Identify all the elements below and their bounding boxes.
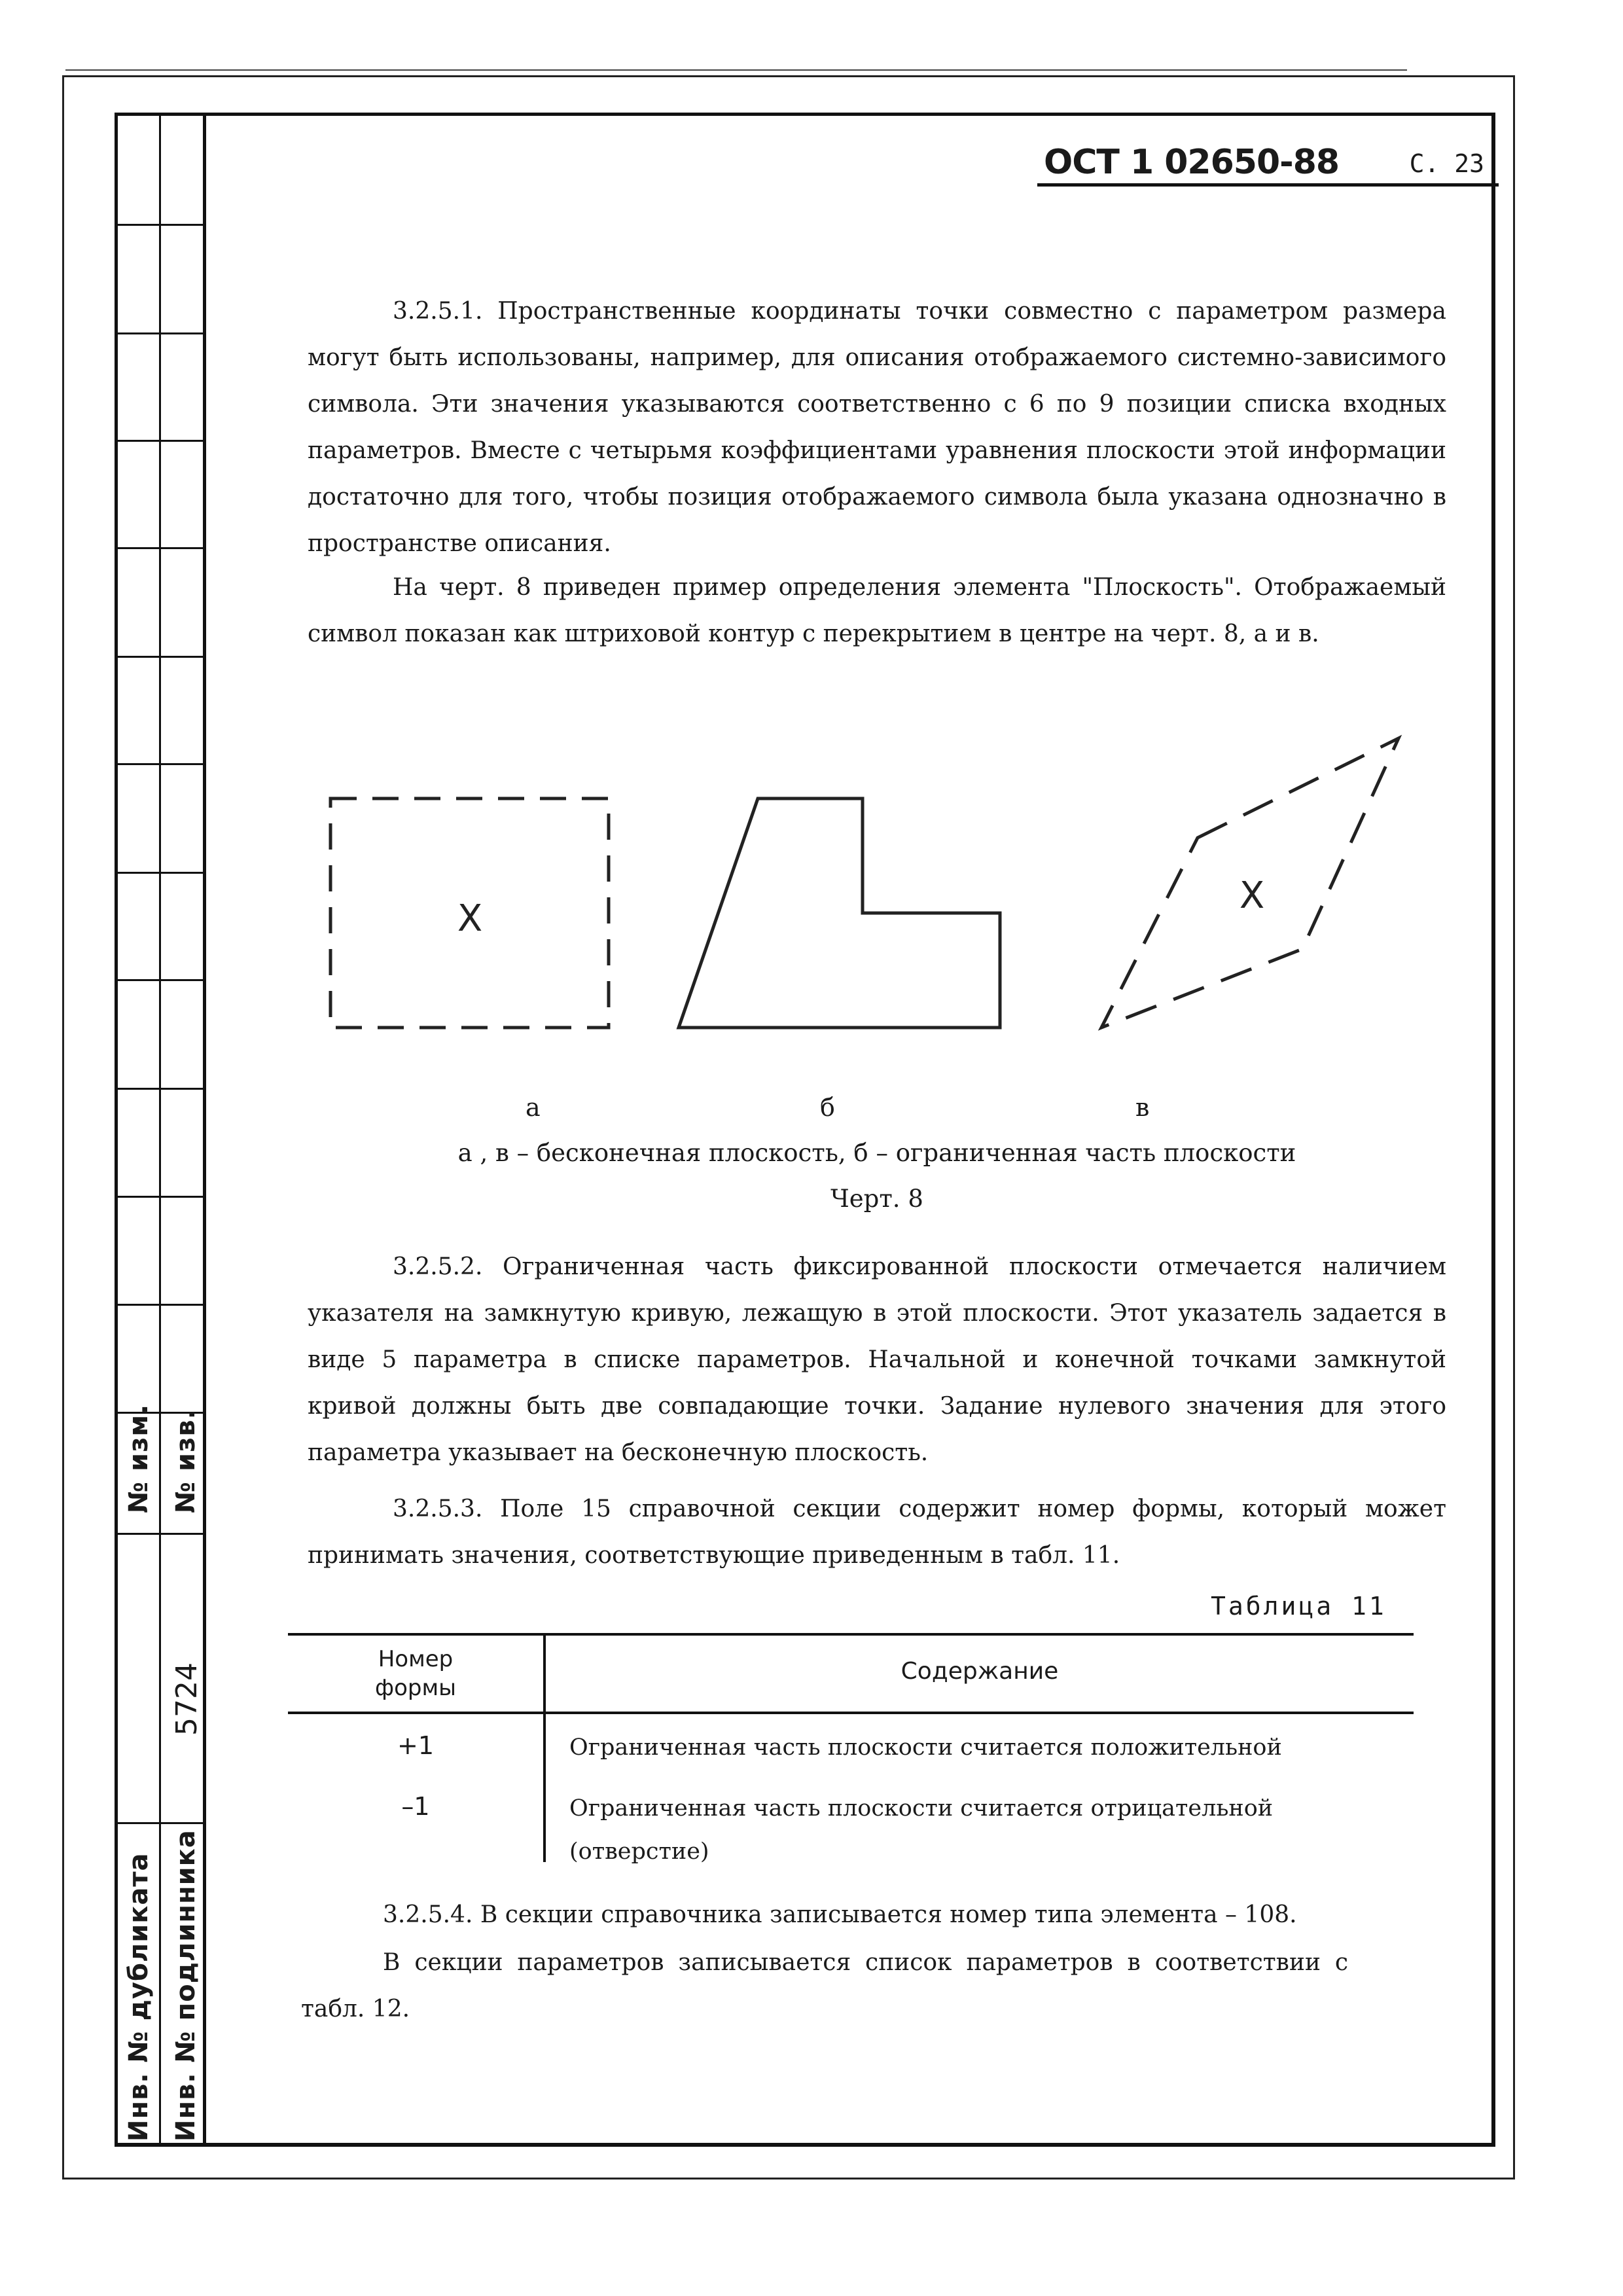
stamp-row-line: [115, 979, 206, 981]
paragraph-3-2-5-1: 3.2.5.1. Пространственные координаты точки совместно с параметром размера могут быть использованы, например, для описания отображаемого системно-зависимого символа. Эти значения указываются соответственно с 6 по 9 позиции списка входных параметров. Вместе с четырьмя коэффициентами уравнения плоскости этой информации достаточно для того, чтобы позиция отображаемого символа была указана однозначно в пространстве описания.: [308, 298, 1446, 557]
izm-label: № изм.: [124, 1403, 154, 1513]
inv-podl-label: Инв. № подлинника: [171, 1829, 201, 2142]
table-header-form-number: Номер формы: [375, 1646, 456, 1701]
table-11: [288, 1633, 1414, 1865]
table-header-rule: [288, 1712, 1414, 1714]
inv-number: 5724: [170, 1662, 204, 1736]
center-mark-a: X: [457, 897, 483, 940]
figure-label-b: б: [820, 1093, 835, 1122]
center-mark-v: X: [1239, 874, 1265, 917]
table-top-rule: [288, 1633, 1414, 1636]
paragraph-3-2-5-2: 3.2.5.2. Ограниченная часть фиксированной плоскости отмечается наличием указателя на замкнутую кривую, лежащую в этой плоскости. Этот указатель задается в виде 5 параметра в списке параметров. Начальной и конечной точками замкнутой кривой должны быть две совпадающие точки. Задание нулевого значения для этого параметра указывает на бесконечную плоскость.: [308, 1253, 1446, 1466]
stamp-row-line: [115, 1533, 206, 1535]
stamp-divider: [159, 113, 161, 2147]
stamp-row-line: [115, 1196, 206, 1198]
stamp-row-line: [115, 763, 206, 765]
izv-label: № изв.: [171, 1408, 201, 1513]
table-cell-num: +1: [397, 1731, 435, 1760]
paragraph-fig-intro: На черт. 8 приведен пример определения элемента "Плоскость". Отображаемый символ показан как штриховой контур с перекрытием в центре на черт. 8, а и в.: [308, 574, 1446, 647]
doc-code: ОСТ 1 02650-88: [1044, 143, 1340, 182]
figure-8: [308, 726, 1446, 1054]
table-cell-text: Ограниченная часть плоскости считается положительной: [569, 1734, 1282, 1761]
figure-title: Черт. 8: [830, 1185, 923, 1213]
figure-caption: а , в – бесконечная плоскость, б – ограниченная часть плоскости: [457, 1139, 1296, 1167]
paragraph-3-2-5-3: 3.2.5.3. Поле 15 справочной секции содержит номер формы, который может принимать значения, соответствующие приведенным в табл. 11.: [308, 1496, 1446, 1569]
inv-dubl-label: Инв. № дубликата: [124, 1852, 154, 2142]
page-edge-line: [65, 69, 1407, 71]
bounded-plane-b: [679, 798, 1000, 1028]
table-title: Таблица 11: [1211, 1592, 1387, 1621]
stamp-column: [115, 113, 206, 2147]
stamp-row-line: [115, 1304, 206, 1306]
table-cell-num: –1: [401, 1792, 430, 1821]
page-number: С. 23: [1409, 149, 1484, 178]
table-header-content: Содержание: [901, 1658, 1059, 1685]
paragraph-3-2-5-4: 3.2.5.4. В секции справочника записывается номер типа элемента – 108.: [383, 1901, 1297, 1928]
stamp-row-line: [115, 1822, 206, 1824]
figure-label-v: в: [1135, 1093, 1150, 1122]
stamp-row-line: [115, 656, 206, 658]
stamp-row-line: [115, 224, 206, 226]
table-cell-text: Ограниченная часть плоскости считается отрицательной (отверстие): [569, 1795, 1274, 1865]
paragraph-parameters: В секции параметров записывается список параметров в соответствии с табл. 12.: [301, 1949, 1348, 2022]
stamp-row-line: [115, 440, 206, 442]
stamp-row-line: [115, 332, 206, 334]
figure-label-a: а: [526, 1093, 541, 1122]
stamp-row-line: [115, 1088, 206, 1090]
page-header: [1037, 143, 1499, 187]
stamp-row-line: [115, 547, 206, 549]
stamp-row-line: [115, 872, 206, 874]
